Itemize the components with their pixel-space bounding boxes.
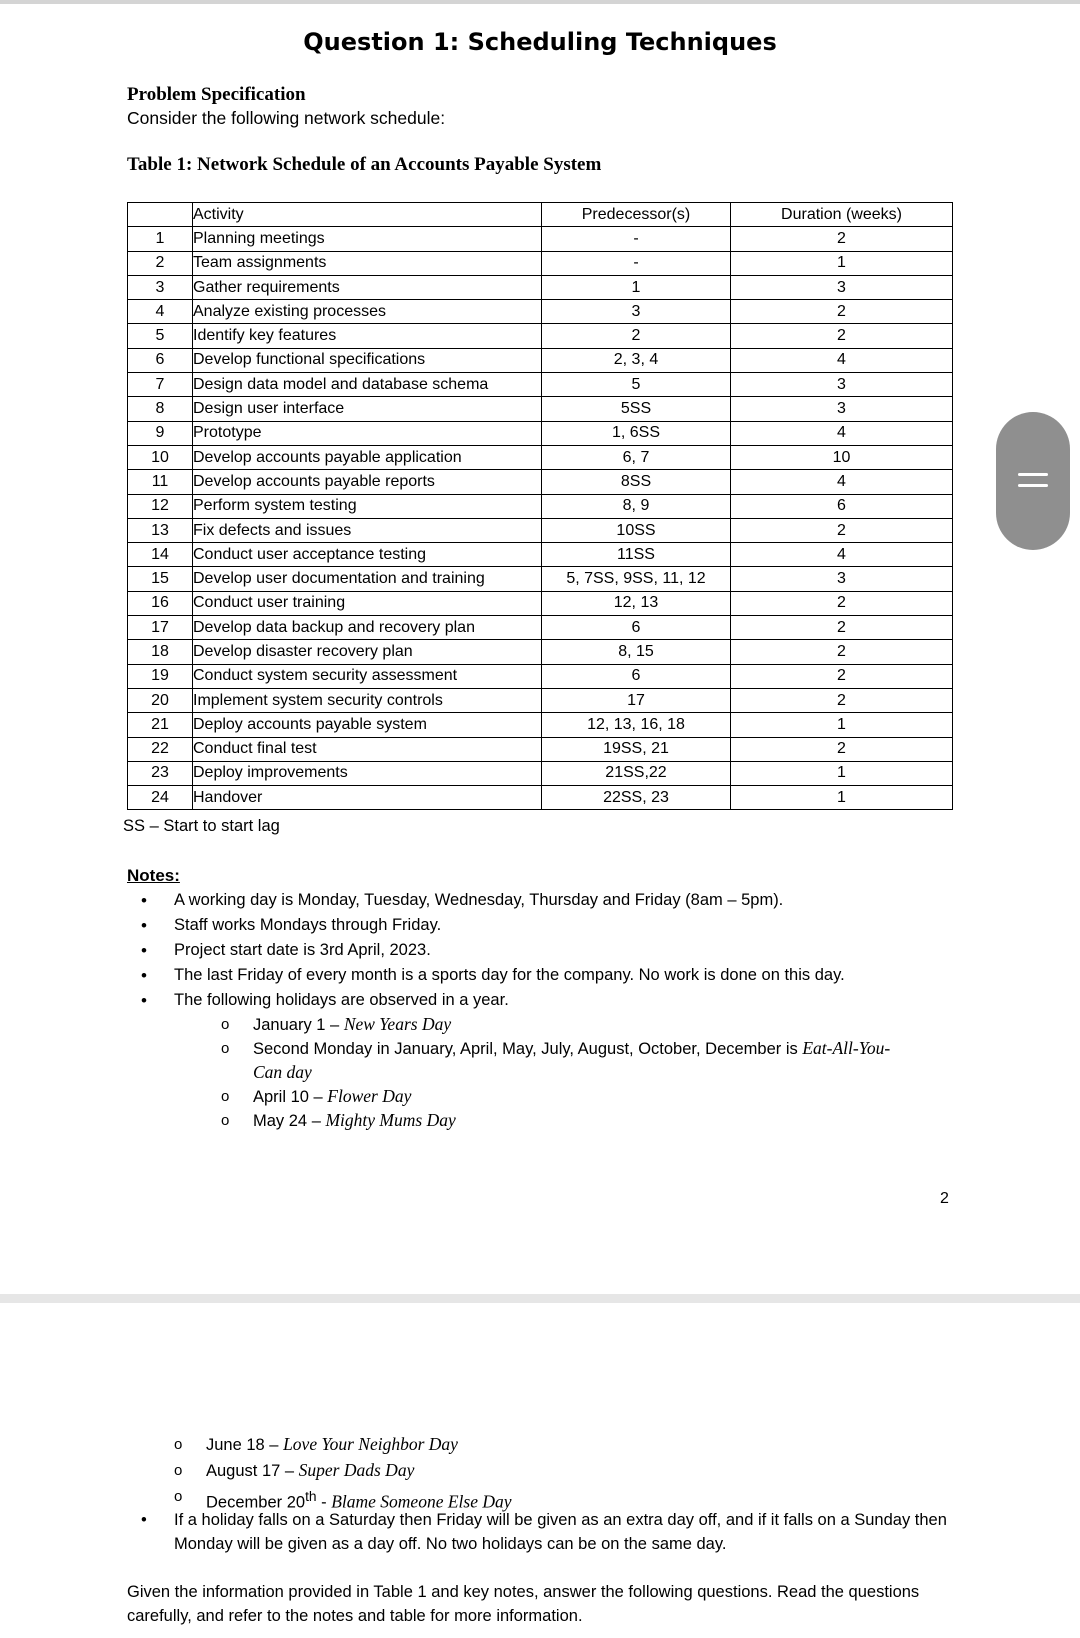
activity-name: Deploy accounts payable system: [193, 713, 542, 737]
activity-predecessors: 8, 9: [542, 494, 731, 518]
activity-name: Deploy improvements: [193, 761, 542, 785]
holiday-date: January 1 –: [253, 1016, 344, 1034]
header-predecessors: Predecessor(s): [542, 203, 731, 227]
table-row: [128, 543, 953, 567]
activity-predecessors: 8SS: [542, 470, 731, 494]
activity-predecessors: 1, 6SS: [542, 421, 731, 445]
activity-name: Conduct system security assessment: [193, 664, 542, 688]
table-row: [128, 713, 953, 737]
ss-legend: SS – Start to start lag: [123, 817, 280, 835]
activity-number: 22: [128, 737, 193, 761]
activity-duration: 2: [731, 737, 953, 761]
header-activity: Activity: [193, 203, 542, 227]
activity-duration: 3: [731, 373, 953, 397]
activity-predecessors: 6, 7: [542, 445, 731, 469]
holiday-date: August 17 –: [206, 1462, 299, 1480]
activity-number: 18: [128, 640, 193, 664]
activity-predecessors: -: [542, 227, 731, 251]
activity-number: 14: [128, 543, 193, 567]
activity-number: 4: [128, 300, 193, 324]
holiday-name: Super Dads Day: [298, 1460, 415, 1480]
table-row: [128, 421, 953, 445]
holiday-item: [174, 1109, 967, 1133]
activity-duration: 10: [731, 445, 953, 469]
network-schedule-table: [127, 202, 953, 810]
activity-duration: 2: [731, 664, 953, 688]
activity-duration: 3: [731, 567, 953, 591]
activity-name: Identify key features: [193, 324, 542, 348]
note-holidays-intro: The following holidays are observed in a year.: [174, 991, 509, 1009]
activity-duration: 4: [731, 421, 953, 445]
holiday-separator: -: [316, 1493, 332, 1512]
activity-duration: 4: [731, 348, 953, 372]
holiday-item: [127, 1458, 512, 1484]
activity-number: 10: [128, 445, 193, 469]
activity-duration: 3: [731, 397, 953, 421]
activity-name: Design user interface: [193, 397, 542, 421]
activity-duration: 2: [731, 640, 953, 664]
page-separator: [0, 1294, 1080, 1303]
page-number: 2: [940, 1190, 949, 1207]
activity-duration: 4: [731, 470, 953, 494]
notes-list: [127, 888, 967, 1133]
scroll-handle[interactable]: [996, 412, 1070, 550]
holiday-item: [174, 1013, 967, 1037]
activity-predecessors: -: [542, 251, 731, 275]
holiday-date: December 20: [206, 1493, 306, 1512]
activity-name: Fix defects and issues: [193, 518, 542, 542]
activity-name: Develop accounts payable application: [193, 445, 542, 469]
activity-name: Planning meetings: [193, 227, 542, 251]
grip-line-icon: [1018, 484, 1048, 487]
table-row: [128, 688, 953, 712]
activity-name: Develop functional specifications: [193, 348, 542, 372]
activity-name: Develop user documentation and training: [193, 567, 542, 591]
holiday-date: April 10 –: [253, 1088, 328, 1106]
activity-number: 2: [128, 251, 193, 275]
activity-number: 15: [128, 567, 193, 591]
activity-number: 12: [128, 494, 193, 518]
holiday-name: New Years Day: [343, 1014, 452, 1034]
holiday-list-page2: [127, 1432, 512, 1516]
activity-predecessors: 2, 3, 4: [542, 348, 731, 372]
activity-predecessors: 2: [542, 324, 731, 348]
table-row: [128, 227, 953, 251]
holiday-date-suffix: th: [305, 1489, 317, 1504]
holiday-name: Mighty Mums Day: [325, 1110, 456, 1130]
note-item: • The last Friday of every month is a sports day for the company. No work is done on this day.: [127, 963, 967, 988]
activity-name: Team assignments: [193, 251, 542, 275]
activity-predecessors: 17: [542, 688, 731, 712]
table-row: [128, 470, 953, 494]
table-row: [128, 324, 953, 348]
activity-predecessors: 6: [542, 664, 731, 688]
activity-number: 1: [128, 227, 193, 251]
activity-duration: 3: [731, 275, 953, 299]
activity-name: Perform system testing: [193, 494, 542, 518]
activity-name: Prototype: [193, 421, 542, 445]
activity-predecessors: 8, 15: [542, 640, 731, 664]
activity-name: Develop disaster recovery plan: [193, 640, 542, 664]
activity-predecessors: 6: [542, 616, 731, 640]
header-num: [128, 203, 193, 227]
activity-duration: 1: [731, 761, 953, 785]
note-item: • Staff works Mondays through Friday.: [127, 913, 967, 938]
table-row: [128, 348, 953, 372]
table-row: [128, 761, 953, 785]
activity-duration: 2: [731, 518, 953, 542]
activity-number: 6: [128, 348, 193, 372]
activity-number: 7: [128, 373, 193, 397]
holiday-date: June 18 –: [206, 1436, 284, 1454]
closing-instructions: Given the information provided in Table 1 and key notes, answer the following questions. Read the questions carefully, and refer to the notes and table for more information.: [127, 1583, 920, 1625]
activity-name: Develop accounts payable reports: [193, 470, 542, 494]
activity-duration: 1: [731, 251, 953, 275]
table-row: [128, 494, 953, 518]
table-row: [128, 300, 953, 324]
activity-predecessors: 21SS,22: [542, 761, 731, 785]
activity-name: Conduct user acceptance testing: [193, 543, 542, 567]
activity-number: 19: [128, 664, 193, 688]
activity-predecessors: 3: [542, 300, 731, 324]
table-row: [128, 397, 953, 421]
intro-text: Consider the following network schedule:: [127, 108, 446, 128]
activity-predecessors: 10SS: [542, 518, 731, 542]
table-row: [128, 373, 953, 397]
weekend-holiday-rule: • If a holiday falls on a Saturday then Friday will be given as an extra day off, and if it falls on a Sunday then Monday will be given as a day off. No two holidays can be on the same day.: [127, 1508, 967, 1556]
activity-predecessors: 12, 13: [542, 591, 731, 615]
note-item: [127, 988, 967, 1133]
holiday-date: May 24 –: [253, 1112, 326, 1130]
activity-number: 8: [128, 397, 193, 421]
activity-duration: 1: [731, 786, 953, 810]
note-item: • Project start date is 3rd April, 2023.: [127, 938, 967, 963]
activity-name: Handover: [193, 786, 542, 810]
activity-number: 13: [128, 518, 193, 542]
activity-name: Develop data backup and recovery plan: [193, 616, 542, 640]
activity-duration: 2: [731, 688, 953, 712]
table-row: [128, 737, 953, 761]
table-row: [128, 518, 953, 542]
document-page-1: [0, 4, 1080, 1294]
holiday-name: Flower Day: [327, 1086, 412, 1106]
activity-number: 3: [128, 275, 193, 299]
activity-predecessors: 19SS, 21: [542, 737, 731, 761]
activity-number: 5: [128, 324, 193, 348]
header-duration: Duration (weeks): [731, 203, 953, 227]
holiday-name: Blame Someone Else Day: [331, 1491, 512, 1512]
table-row: [128, 591, 953, 615]
holiday-list-page1: [174, 1013, 967, 1133]
table-row: [128, 567, 953, 591]
table-row: [128, 251, 953, 275]
table-row: [128, 640, 953, 664]
activity-predecessors: 5SS: [542, 397, 731, 421]
holiday-item: [174, 1037, 967, 1085]
activity-name: Gather requirements: [193, 275, 542, 299]
activity-number: 23: [128, 761, 193, 785]
activity-number: 11: [128, 470, 193, 494]
activity-name: Conduct user training: [193, 591, 542, 615]
activity-predecessors: 12, 13, 16, 18: [542, 713, 731, 737]
activity-number: 16: [128, 591, 193, 615]
activity-name: Design data model and database schema: [193, 373, 542, 397]
activity-duration: 4: [731, 543, 953, 567]
activity-name: Implement system security controls: [193, 688, 542, 712]
activity-number: 21: [128, 713, 193, 737]
activity-name: Conduct final test: [193, 737, 542, 761]
problem-heading: Problem Specification: [127, 84, 306, 105]
table-row: [128, 445, 953, 469]
table-header-row: [128, 203, 953, 227]
activity-predecessors: 1: [542, 275, 731, 299]
activity-number: 20: [128, 688, 193, 712]
holiday-item: [127, 1432, 512, 1458]
activity-duration: 2: [731, 227, 953, 251]
holiday-date: Second Monday in January, April, May, July, August, October, December is: [253, 1040, 803, 1058]
activity-number: 9: [128, 421, 193, 445]
activity-predecessors: 11SS: [542, 543, 731, 567]
table-row: [128, 786, 953, 810]
question-title: Question 1: Scheduling Techniques: [303, 28, 777, 56]
holiday-item: [174, 1085, 967, 1109]
table-row: [128, 275, 953, 299]
activity-duration: 2: [731, 324, 953, 348]
activity-duration: 1: [731, 713, 953, 737]
activity-duration: 2: [731, 591, 953, 615]
activity-number: 17: [128, 616, 193, 640]
notes-heading: Notes:: [127, 866, 180, 885]
activity-name: Analyze existing processes: [193, 300, 542, 324]
activity-predecessors: 5, 7SS, 9SS, 11, 12: [542, 567, 731, 591]
table-row: [128, 616, 953, 640]
holiday-name: Eat-All-You-Can day: [253, 1038, 891, 1082]
table-caption: Table 1: Network Schedule of an Accounts Payable System: [127, 154, 602, 175]
activity-duration: 2: [731, 616, 953, 640]
grip-line-icon: [1018, 473, 1048, 476]
activity-duration: 6: [731, 494, 953, 518]
activity-duration: 2: [731, 300, 953, 324]
note-item: • A working day is Monday, Tuesday, Wednesday, Thursday and Friday (8am – 5pm).: [127, 888, 967, 913]
activity-predecessors: 5: [542, 373, 731, 397]
activity-predecessors: 22SS, 23: [542, 786, 731, 810]
table-row: [128, 664, 953, 688]
holiday-name: Love Your Neighbor Day: [283, 1434, 458, 1454]
activity-number: 24: [128, 786, 193, 810]
